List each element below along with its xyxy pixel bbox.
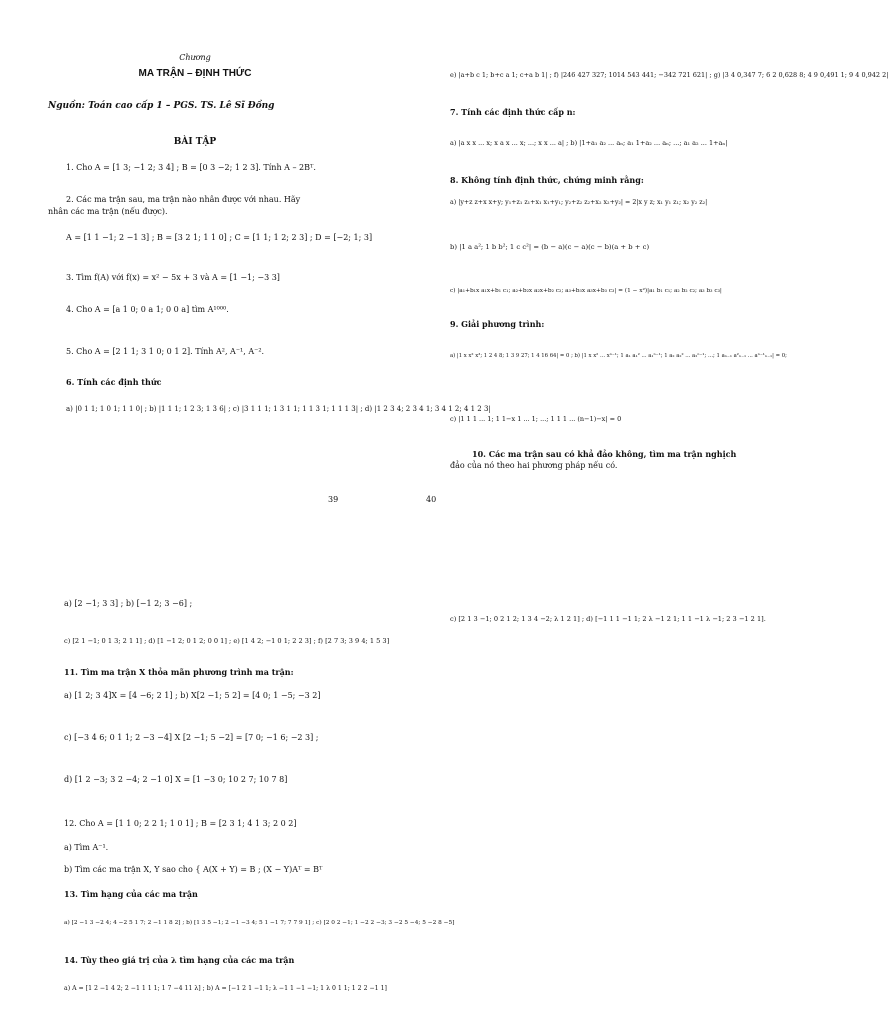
exercise-6-determinants: a) |0 1 1; 1 0 1; 1 1 0| ; b) |1 1 1; 1 2 3; 1 3 6| ; c) |3 1 1 1; 1 3 1 1; 1 1 3 1; 1 1 1 3| ; d) |1 2 3 4; 2 3 4 1; 3 4 1 2; 4 1 2 3| [66,405,491,413]
exercise-9: 9. Giải phương trình: [450,319,545,329]
exercise-10cdef: c) [2 1 −1; 0 1 3; 2 1 1] ; d) [1 −1 2; 0 1 2; 0 0 1] ; e) [1 4 2; −1 0 1; 2 2 3] ; f) [2 7 3; 3 9 4; 1 5 3] [64,637,390,645]
exercise-11: 11. Tìm ma trận X thỏa mãn phương trình ma trận: [64,667,294,677]
exercise-6-efg: e) |a+b c 1; b+c a 1; c+a b 1| ; f) |246 427 327; 1014 543 441; −342 721 621| ; g) |3 4 0,347 7; 6 2 0,628 8; 4 9 0,491 1; 9 4 0,942 2| [450,71,888,79]
exercise-9ab: a) |1 x x² x³; 1 2 4 8; 1 3 9 27; 1 4 16 64| = 0 ; b) |1 x x² ... xⁿ⁻¹; 1 a₁ a₁² ... a₁ⁿ⁻¹; 1 a₂ a₂² ... a₂ⁿ⁻¹; ...; 1 aₙ₋₁ a²ₙ₋₁ ... aⁿ⁻¹ₙ₋₁| = 0; [450,353,787,359]
exercise-11d: d) [1 2 −3; 3 2 −4; 2 −1 0] X = [1 −3 0; 10 2 7; 10 7 8] [64,775,288,784]
exercise-7-determinants: a) |a x x ... x; x a x ... x; ...; x x ... a| ; b) |1+a₁ a₂ ... aₙ; a₁ 1+a₂ ... aₙ; ...; a₁ a₂ ... 1+aₙ| [450,139,728,147]
exercise-8: 8. Không tính định thức, chứng minh rằng: [450,175,644,185]
exercise-5: 5. Cho A = [2 1 1; 3 1 0; 0 1 2]. Tính A², A⁻¹, A⁻². [66,347,265,356]
exercise-11ab: a) [1 2; 3 4]X = [4 −6; 2 1] ; b) X[2 −1; 5 2] = [4 0; 1 −5; −3 2] [64,691,321,700]
page-42 [400,580,766,680]
exercise-10-line-1: 10. Các ma trận sau có khả đảo không, tìm ma trận nghịch [472,449,737,459]
exercise-14cd: c) [2 1 3 −1; 0 2 1 2; 1 3 4 −2; λ 1 2 1] ; d) [−1 1 1 −1 1; 2 λ −1 2 1; 1 1 −1 λ −1; 2 3 −1 2 1]. [450,615,766,623]
exercise-13: 13. Tìm hạng của các ma trận [64,889,198,899]
exercise-3: 3. Tìm f(A) với f(x) = x² − 5x + 3 và A = [1 −1; −3 3] [66,273,280,282]
exercise-12b: b) Tìm các ma trận X, Y sao cho { A(X + Y) = B ; (X − Y)Aᵀ = Bᵀ [64,865,323,874]
exercise-10-line-2: đảo của nó theo hai phương pháp nếu có. [450,461,618,470]
section-title: BÀI TẬP [173,137,217,147]
exercise-6: 6. Tính các định thức [66,377,162,387]
exercise-14ab: a) A = [1 2 −1 4 2; 2 −1 1 1 1; 1 7 −4 11 λ] ; b) A = [−1 2 1 −1 1; λ −1 1 −1 −1; 1 λ 0 1 1; 1 2 2 −1 1] [64,985,387,992]
exercise-12: 12. Cho A = [1 1 0; 2 2 1; 1 0 1] ; B = [2 3 1; 4 1 3; 2 0 2] [64,819,297,828]
exercise-10ab: a) [2 −1; 3 3] ; b) [−1 2; 3 −6] ; [64,599,193,608]
exercise-8b: b) |1 a a²; 1 b b²; 1 c c²| = (b − a)(c − a)(c − b)(a + b + c) [450,243,650,251]
exercise-4: 4. Cho A = [a 1 0; 0 a 1; 0 0 a] tìm A¹⁰⁰⁰. [66,305,229,314]
page-number-39: 39 [328,495,339,504]
page-41 [40,580,455,1020]
exercise-1: 1. Cho A = [1 3; −1 2; 3 4] ; B = [0 3 −2; 1 2 3]. Tính A – 2Bᵀ. [66,163,316,172]
source-line: Nguồn: Toán cao cấp 1 – PGS. TS. Lê Sĩ Đồng [48,101,275,111]
exercise-12a: a) Tìm A⁻¹. [64,843,109,852]
chapter-title: MA TRẬN – ĐỊNH THỨC [138,68,252,79]
exercise-8c: c) |a₁+b₁x a₁x+b₁ c₁; a₂+b₂x a₂x+b₂ c₂; a₃+b₃x a₃x+b₃ c₃| = (1 − x²)|a₁ b₁ c₁; a₂ b₂ c₂; a₃ b₃ c₃| [450,288,722,294]
exercise-2-line-1: 2. Các ma trận sau, ma trận nào nhân được với nhau. Hãy [66,195,301,204]
exercise-14: 14. Tùy theo giá trị của λ tìm hạng của các ma trận [64,955,295,965]
page-number-40: 40 [426,495,437,504]
exercise-11c: c) [−3 4 6; 0 1 1; 2 −3 −4] X [2 −1; 5 −2] = [7 0; −1 6; −2 3] ; [64,733,319,742]
exercise-2-matrices: A = [1 1 −1; 2 −1 3] ; B = [3 2 1; 1 1 0] ; C = [1 1; 1 2; 2 3] ; D = [−2; 1; 3] [66,233,373,242]
exercise-2-line-2: nhân các ma trận (nếu được). [48,207,168,216]
exercise-9c: c) |1 1 1 ... 1; 1 1−x 1 ... 1; ...; 1 1 1 ... (n−1)−x| = 0 [450,415,622,423]
exercise-13abc: a) [2 −1 3 −2 4; 4 −2 5 1 7; 2 −1 1 8 2] ; b) [1 3 5 −1; 2 −1 −3 4; 5 1 −1 7; 7 7 9 1] ; c) [2 0 2 −1; 1 −2 2 −3; 3 −2 5 −4; 5 −2 8 −5] [64,920,455,926]
page-40 [400,48,888,508]
exercise-8a: a) |y+z z+x x+y; y₁+z₁ z₁+x₁ x₁+y₁; y₂+z₂ z₂+x₂ x₂+y₂| = 2|x y z; x₁ y₁ z₁; x₂ y₂ z₂| [450,199,708,206]
exercise-7: 7. Tính các định thức cấp n: [450,107,576,117]
chapter-label: Chương [179,53,211,62]
